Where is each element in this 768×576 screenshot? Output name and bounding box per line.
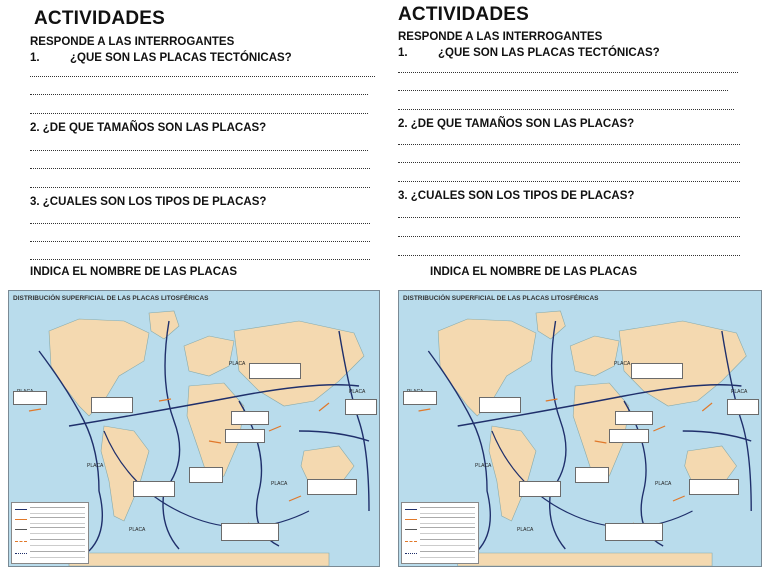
plate-label: PLACA — [349, 389, 366, 395]
answer-line[interactable] — [30, 94, 368, 95]
legend-row — [15, 526, 87, 535]
answer-line[interactable] — [30, 241, 370, 242]
plate-label: PLACA — [87, 463, 104, 469]
plate-name-box[interactable] — [727, 399, 759, 415]
legend-row — [405, 550, 477, 559]
legend-row — [405, 516, 477, 525]
legend-row — [15, 550, 87, 559]
legend-text-lines — [420, 527, 475, 534]
arrow-symbol — [15, 519, 27, 520]
map-legend — [401, 502, 479, 564]
answer-line[interactable] — [398, 144, 740, 145]
legend-text-lines — [420, 539, 475, 546]
question-3: 3. ¿CUALES SON LOS TIPOS DE PLACAS? — [398, 190, 635, 202]
plate-name-box[interactable] — [403, 391, 437, 405]
plates-map — [8, 290, 380, 567]
direction-symbol — [15, 541, 27, 542]
legend-text-lines — [30, 539, 85, 546]
worksheet-left — [8, 0, 378, 576]
answer-line[interactable] — [398, 181, 740, 182]
answer-line[interactable] — [398, 72, 738, 73]
legend-row — [15, 538, 87, 547]
plate-label: PLACA — [731, 389, 748, 395]
plate-name-box[interactable] — [519, 481, 561, 497]
worksheet-title: ACTIVIDADES — [34, 8, 165, 29]
plate-name-box[interactable] — [225, 429, 265, 443]
legend-text-lines — [420, 507, 475, 514]
plate-name-box[interactable] — [307, 479, 357, 495]
velocity-symbol — [15, 529, 27, 530]
answer-line[interactable] — [30, 223, 370, 224]
plate-name-box[interactable] — [249, 363, 301, 379]
instruction: INDICA EL NOMBRE DE LAS PLACAS — [430, 266, 638, 278]
map-title: DISTRIBUCIÓN SUPERFICIAL DE LAS PLACAS LITOSFÉRICAS — [13, 295, 209, 302]
legend-text-lines — [420, 517, 475, 524]
plate-name-box[interactable] — [133, 481, 175, 497]
question-1 — [30, 52, 292, 64]
collision-symbol — [405, 553, 417, 554]
answer-line[interactable] — [398, 255, 740, 256]
plate-name-box[interactable] — [631, 363, 683, 379]
legend-text-lines — [30, 517, 85, 524]
plate-label: PLACA — [517, 527, 534, 533]
plate-name-box[interactable] — [609, 429, 649, 443]
answer-line[interactable] — [398, 162, 740, 163]
plate-name-box[interactable] — [615, 411, 653, 425]
direction-symbol — [405, 541, 417, 542]
plate-name-box[interactable] — [91, 397, 133, 413]
legend-row — [15, 506, 87, 515]
plate-name-box[interactable] — [605, 523, 663, 541]
legend-text-lines — [30, 527, 85, 534]
legend-row — [405, 538, 477, 547]
plates-map — [398, 290, 762, 567]
answer-line[interactable] — [398, 217, 740, 218]
legend-text-lines — [420, 551, 475, 558]
answer-line[interactable] — [30, 113, 368, 114]
question-1-text: ¿QUE SON LAS PLACAS TECTÓNICAS? — [70, 52, 292, 64]
map-legend — [11, 502, 89, 564]
answer-line[interactable] — [30, 187, 370, 188]
plate-name-box[interactable] — [575, 467, 609, 483]
answer-line[interactable] — [30, 150, 368, 151]
plate-name-box[interactable] — [345, 399, 377, 415]
answer-line[interactable] — [398, 236, 740, 237]
question-1 — [398, 47, 660, 59]
worksheet-subtitle: RESPONDE A LAS INTERROGANTES — [398, 31, 603, 43]
arrow-symbol — [405, 519, 417, 520]
plate-name-box[interactable] — [189, 467, 223, 483]
boundary-symbol — [15, 509, 27, 510]
map-title: DISTRIBUCIÓN SUPERFICIAL DE LAS PLACAS LITOSFÉRICAS — [403, 295, 599, 302]
answer-line[interactable] — [398, 109, 734, 110]
question-1-number: 1. — [398, 47, 408, 59]
plate-label: PLACA — [655, 481, 672, 487]
plate-name-box[interactable] — [479, 397, 521, 413]
answer-line[interactable] — [30, 259, 370, 260]
collision-symbol — [15, 553, 27, 554]
plate-label: PLACA — [229, 361, 246, 367]
worksheet-title: ACTIVIDADES — [398, 4, 529, 25]
legend-row — [15, 516, 87, 525]
legend-text-lines — [30, 551, 85, 558]
question-2: 2. ¿DE QUE TAMAÑOS SON LAS PLACAS? — [398, 118, 635, 130]
question-1-number: 1. — [30, 52, 40, 64]
answer-line[interactable] — [30, 76, 375, 77]
answer-line[interactable] — [30, 168, 370, 169]
plate-label: PLACA — [475, 463, 492, 469]
plate-label: PLACA — [614, 361, 631, 367]
legend-row — [405, 526, 477, 535]
question-3: 3. ¿CUALES SON LOS TIPOS DE PLACAS? — [30, 196, 267, 208]
plate-label: PLACA — [271, 481, 288, 487]
worksheet-right — [392, 0, 762, 576]
plate-label: PLACA — [129, 527, 146, 533]
legend-text-lines — [30, 507, 85, 514]
answer-line[interactable] — [398, 90, 728, 91]
worksheet-subtitle: RESPONDE A LAS INTERROGANTES — [30, 36, 235, 48]
plate-name-box[interactable] — [221, 523, 279, 541]
plate-name-box[interactable] — [689, 479, 739, 495]
plate-name-box[interactable] — [231, 411, 269, 425]
instruction: INDICA EL NOMBRE DE LAS PLACAS — [30, 266, 238, 278]
plate-name-box[interactable] — [13, 391, 47, 405]
velocity-symbol — [405, 529, 417, 530]
question-2: 2. ¿DE QUE TAMAÑOS SON LAS PLACAS? — [30, 122, 267, 134]
legend-row — [405, 506, 477, 515]
question-1-text: ¿QUE SON LAS PLACAS TECTÓNICAS? — [438, 47, 660, 59]
boundary-symbol — [405, 509, 417, 510]
